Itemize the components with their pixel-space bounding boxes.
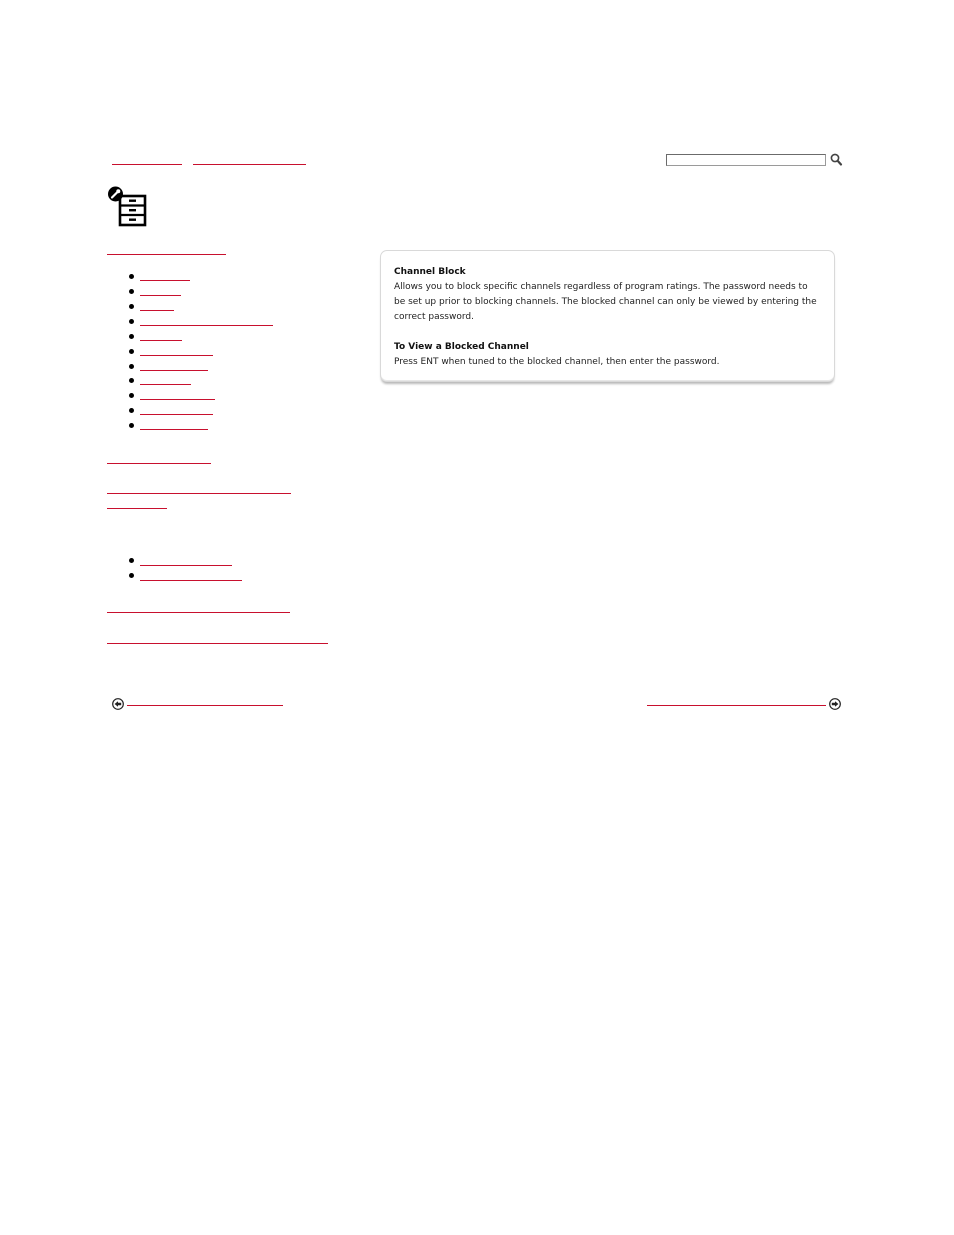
list-item-link[interactable]: [140, 559, 232, 566]
next-page-link[interactable]: [647, 699, 826, 706]
list-item-link[interactable]: [140, 378, 191, 385]
arrow-left-circle-icon[interactable]: [112, 695, 124, 707]
list-bullet: [129, 274, 134, 279]
list-item-link[interactable]: [140, 334, 182, 341]
list-item-link[interactable]: [140, 319, 273, 326]
list-bullet: [129, 289, 134, 294]
sidebar-section-link-continued[interactable]: [107, 502, 167, 509]
sidebar-section-link[interactable]: [107, 457, 211, 464]
magnifier-icon[interactable]: [829, 152, 843, 167]
list-bullet: [129, 319, 134, 324]
list-item-link[interactable]: [140, 304, 174, 311]
list-item-link[interactable]: [140, 349, 213, 356]
list-item-link[interactable]: [140, 364, 208, 371]
info-panel-content: [394, 265, 826, 370]
arrow-right-circle-icon[interactable]: [829, 695, 841, 707]
sidebar-section-link[interactable]: [107, 637, 328, 644]
info-panel: [380, 250, 835, 382]
prev-page-link[interactable]: [127, 699, 283, 706]
list-item-link[interactable]: [140, 408, 213, 415]
list-bullet: [129, 349, 134, 354]
list-bullet: [129, 408, 134, 413]
list-bullet: [129, 573, 134, 578]
description-line: be set up prior to blocking channels. The blocked channel can only be viewed by entering the: [394, 297, 817, 307]
list-item-link[interactable]: [140, 423, 208, 430]
list-bullet: [129, 364, 134, 369]
breadcrumb-link-section[interactable]: [193, 158, 306, 165]
list-item-link[interactable]: [140, 289, 181, 296]
list-item-link[interactable]: [140, 574, 242, 581]
description-line: Press ENT when tuned to the blocked channel, then enter the password.: [394, 357, 720, 367]
description-line: correct password.: [394, 312, 474, 322]
list-bullet: [129, 378, 134, 383]
list-item-link[interactable]: [140, 393, 215, 400]
list-bullet: [129, 334, 134, 339]
list-bullet: [129, 423, 134, 428]
list-bullet: [129, 304, 134, 309]
sidebar-section-link[interactable]: [107, 606, 290, 613]
search-input[interactable]: [666, 154, 826, 166]
breadcrumb-link-home[interactable]: [112, 158, 182, 165]
description-line: Allows you to block specific channels regardless of program ratings. The password needs to: [394, 282, 808, 292]
list-item-link[interactable]: [140, 274, 190, 281]
list-bullet: [129, 558, 134, 563]
sidebar-section-link[interactable]: [107, 487, 291, 494]
section-heading: Channel Block: [394, 267, 466, 277]
section-heading: To View a Blocked Channel: [394, 342, 529, 352]
settings-drawer-icon: [107, 185, 149, 227]
sidebar-section-link[interactable]: [107, 248, 226, 255]
list-bullet: [129, 393, 134, 398]
